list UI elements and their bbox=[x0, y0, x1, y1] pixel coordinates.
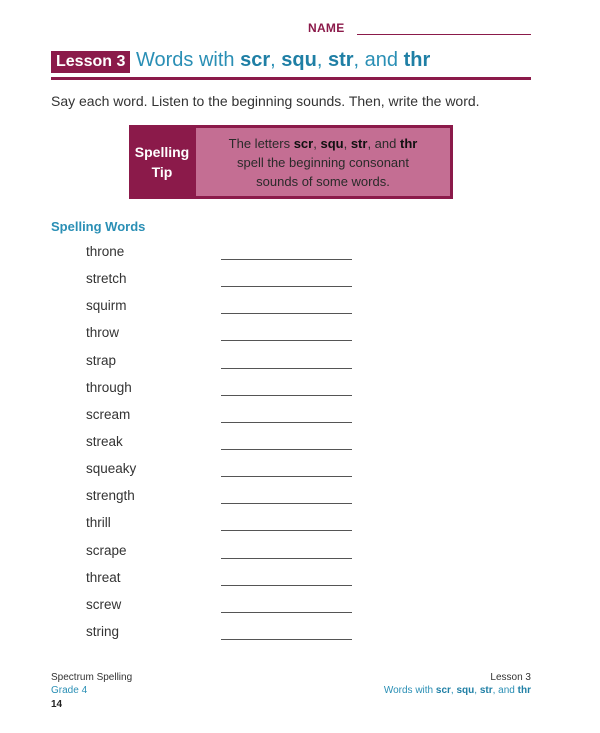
spelling-tip-label: Spelling Tip bbox=[134, 144, 190, 180]
spelling-word: scream bbox=[86, 406, 131, 422]
word-row bbox=[86, 515, 386, 542]
spelling-word: squirm bbox=[86, 298, 127, 314]
write-line[interactable] bbox=[221, 476, 352, 477]
write-line[interactable] bbox=[221, 395, 352, 396]
spelling-word: scrape bbox=[86, 542, 127, 558]
word-row bbox=[86, 271, 386, 298]
spelling-words-heading: Spelling Words bbox=[51, 219, 146, 234]
write-line[interactable] bbox=[221, 558, 352, 559]
word-row bbox=[86, 407, 386, 434]
word-row bbox=[86, 353, 386, 380]
word-row bbox=[86, 624, 386, 651]
write-line[interactable] bbox=[221, 340, 352, 341]
word-row bbox=[86, 543, 386, 570]
write-line[interactable] bbox=[221, 368, 352, 369]
spelling-word: threat bbox=[86, 569, 121, 585]
spelling-word: thrill bbox=[86, 515, 111, 531]
spelling-word: strap bbox=[86, 352, 117, 368]
name-label: NAME bbox=[308, 21, 345, 35]
write-line[interactable] bbox=[221, 503, 352, 504]
word-row bbox=[86, 298, 386, 325]
footer-lesson: Lesson 3 bbox=[490, 672, 531, 683]
word-row bbox=[86, 380, 386, 407]
footer-book-title: Spectrum Spelling bbox=[51, 672, 133, 683]
word-row bbox=[86, 488, 386, 515]
spelling-word: squeaky bbox=[86, 461, 137, 477]
word-row bbox=[86, 244, 386, 271]
spelling-tip-text: The letters scr, squ, str, and thr spell the beginning consonant sounds of some words. bbox=[196, 128, 450, 196]
spelling-word: through bbox=[86, 379, 132, 395]
spelling-word: string bbox=[86, 623, 120, 639]
write-line[interactable] bbox=[221, 259, 352, 260]
write-line[interactable] bbox=[221, 449, 352, 450]
spelling-word: throne bbox=[86, 244, 125, 259]
spelling-word: throw bbox=[86, 325, 120, 341]
footer-grade: Grade 4 bbox=[51, 685, 88, 696]
word-row bbox=[86, 434, 386, 461]
write-line[interactable] bbox=[221, 639, 352, 640]
title-divider bbox=[51, 77, 531, 80]
write-line[interactable] bbox=[221, 530, 352, 531]
spelling-word-list bbox=[86, 244, 386, 651]
page-number: 14 bbox=[51, 699, 63, 710]
write-line[interactable] bbox=[221, 313, 352, 314]
spelling-word: streak bbox=[86, 433, 123, 449]
spelling-word: strength bbox=[86, 488, 135, 504]
spelling-word: screw bbox=[86, 596, 122, 612]
lesson-badge: Lesson 3 bbox=[51, 51, 130, 73]
word-row bbox=[86, 461, 386, 488]
page-title: Words with scr, squ, str, and thr bbox=[136, 49, 431, 71]
spelling-word: stretch bbox=[86, 271, 127, 287]
write-line[interactable] bbox=[221, 286, 352, 287]
footer-lesson-subtitle: Words with scr, squ, str, and thr bbox=[383, 685, 531, 696]
word-row bbox=[86, 325, 386, 352]
write-line[interactable] bbox=[221, 422, 352, 423]
instructions: Say each word. Listen to the beginning sounds. Then, write the word. bbox=[51, 93, 480, 109]
word-row bbox=[86, 570, 386, 597]
write-line[interactable] bbox=[221, 585, 352, 586]
write-line[interactable] bbox=[221, 612, 352, 613]
word-row bbox=[86, 597, 386, 624]
name-input-line[interactable] bbox=[357, 34, 531, 35]
